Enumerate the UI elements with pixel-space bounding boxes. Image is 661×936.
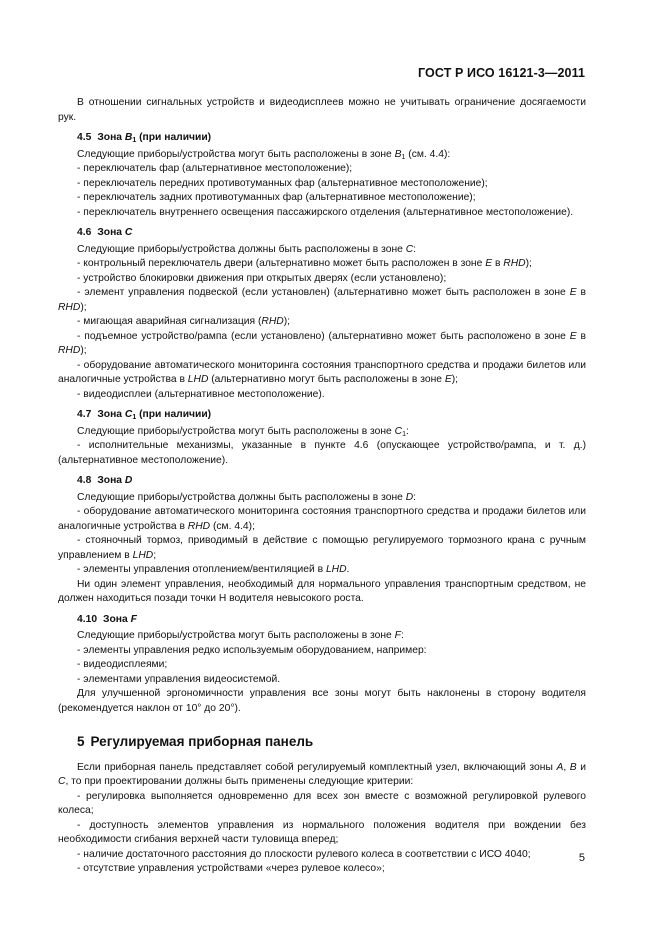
list-item: - исполнительные механизмы, указанные в пункте 4.6 (опускающее устройство/рампа, и т. д.) (альтернативное местоположение). [58,440,586,466]
section-number: 4.7 [77,409,92,420]
section-number: 4.10 [77,613,98,625]
section-number: 5 [77,734,85,749]
list-item: - отсутствие управления устройствами «через рулевое колесо»; [77,863,385,874]
section-5-paragraph: Если приборная панель представляет собой регулируемый комплектный узел, включающий зоны A, B и C, то при проектировании должны быть применены следующие критерии: [58,761,586,787]
section-4-6-heading: 4.6 Зона C [77,227,133,238]
page-number: 5 [578,852,585,864]
list-item: - переключатель передних противотуманных фар (альтернативное местоположение); [77,177,488,189]
list-item: - переключатель задних противотуманных фар (альтернативное местоположение); [77,192,476,203]
section-4-7-lead: Следующие приборы/устройства могут быть расположены в зоне $C_1$: [77,425,409,438]
section-4-10-note: Для улучшенной эргономичности управления все зоны могут быть наклонены в сторону водителя (рекомендуется наклон от 10° до 20°). [58,688,586,714]
section-4-10-heading: 4.10 Зона F [77,613,137,625]
list-item: - оборудование автоматического мониторинга состояния транспортного средства и продажи билетов или аналогичные устройства в RHD (см. 4.4); [58,506,586,532]
section-4-8-note: Ни один элемент управления, необходимый для нормального управления транспортным средством, не должен находиться позади точки Н водителя невысокого роста. [58,578,586,604]
section-4-6-lead: Следующие приборы/устройства должны быть расположены в зоне C: [77,243,417,255]
list-item: - переключатель внутреннего освещения пассажирского отделения (альтернативное местоположение). [77,206,574,218]
list-item: - устройство блокировки движения при открытых дверях (если установлено); [77,272,447,284]
list-item: - регулировка выполняется одновременно для всех зон вместе с возможной регулировкой рулевого колеса; [58,790,586,816]
list-item: - переключатель фар (альтернативное местоположение); [77,163,353,174]
list-item: - контрольный переключатель двери (альтернативно может быть расположен в зоне E в RHD); [77,258,532,269]
list-item: - элементами управления видеосистемой. [77,673,281,685]
section-5-heading: 5 Регулируемая приборная панель [77,734,314,749]
section-4-8-heading: 4.8 Зона D [77,475,133,486]
list-item: - подъемное устройство/рампа (если установлено) (альтернативно может быть расположено в зоне E в RHD); [58,330,586,356]
list-item: - стояночный тормоз, приводимый в действие с помощью регулируемого тормозного крана с ручным управлением в LHD; [58,535,586,561]
section-4-5-heading: 4.5 Зона $B_1$ (при наличии) [77,132,212,144]
list-item: - видеодисплеями; [77,659,168,670]
section-number: 4.5 [77,132,92,143]
list-item: - доступность элементов управления из нормального положения водителя при вождении без необходимости сгибания верхней части туловища вперед; [58,819,586,845]
list-item: - элементы управления редко используемым оборудованием, например: [77,644,427,656]
intro-paragraph: В отношении сигнальных устройств и видеодисплеев можно не учитывать ограничение досягаемости рук. [58,97,586,123]
page-content [58,96,586,877]
section-number: 4.8 [77,475,92,486]
section-4-7-heading: 4.7 Зона $C_1$ (при наличии) [77,409,212,421]
list-item: - элемент управления подвеской (если установлен) (альтернативно может быть расположен в зоне E в RHD); [58,287,586,313]
section-number: 4.6 [77,227,92,238]
list-item: - наличие достаточного расстояния до плоскости рулевого колеса в соответствии с ИСО 4040; [77,848,531,860]
section-4-8-lead: Следующие приборы/устройства должны быть расположены в зоне D: [77,491,417,503]
list-item: - видеодисплеи (альтернативное местоположение). [77,388,325,400]
list-item: - элементы управления отоплением/вентиляцией в LHD. [77,564,350,575]
document-header: ГОСТ Р ИСО 16121-3—2011 [418,66,585,80]
section-4-10-lead: Следующие приборы/устройства могут быть расположены в зоне F: [77,630,404,641]
section-4-5-lead: Следующие приборы/устройства могут быть расположены в зоне $B_1$ (см. 4.4): [77,148,451,161]
list-item: - мигающая аварийная сигнализация (RHD); [77,316,291,327]
list-item: - оборудование автоматического мониторинга состояния транспортного средства и продажи билетов или аналогичные устройства в LHD (альтернативно могут быть расположены в зоне E); [58,359,586,385]
